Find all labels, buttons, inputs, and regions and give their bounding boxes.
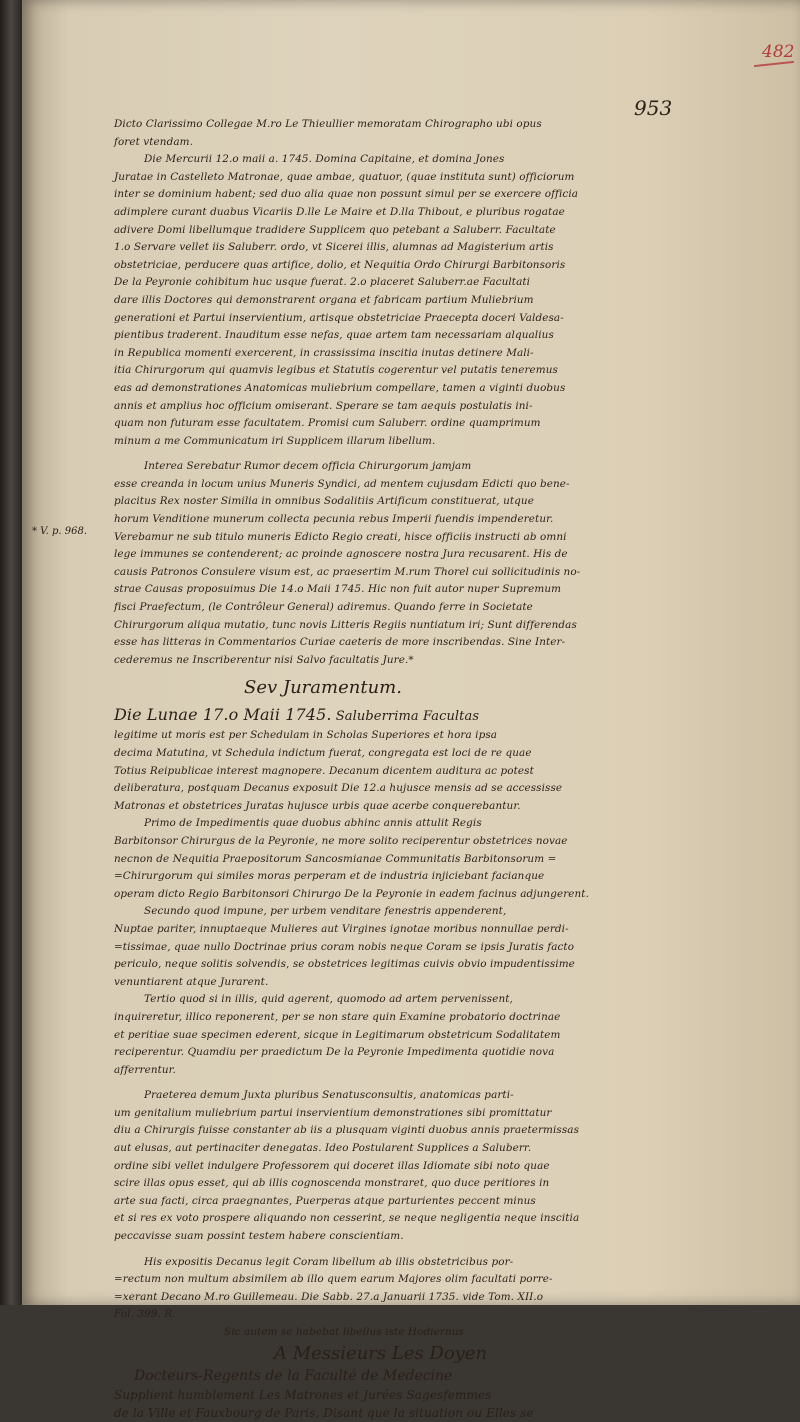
text-line: Praeterea demum Juxta pluribus Senatusconsultis, anatomicas parti- (144, 1089, 514, 1102)
text-line: Interea Serebatur Rumor decem officia Chirurgorum jamjam (144, 460, 472, 473)
text-line: Die Mercurii 12.o maii a. 1745. Domina Capitaine, et domina Jones (144, 153, 505, 166)
page-number: 953 (634, 96, 673, 120)
text-line: Nuptae pariter, innuptaeque Mulieres aut Virgines ignotae moribus nonnullae perdi- (114, 922, 569, 935)
text-line: His expositis Decanus legit Coram libellum ab illis obstetricibus por- (144, 1255, 514, 1268)
text-line: Tertio quod si in illis, quid agerent, quomodo ad artem pervenissent, (144, 993, 513, 1006)
text-line: pientibus traderent. Inauditum esse nefas, quae artem tam necessariam alqualius (114, 329, 554, 342)
text-line: um genitalium muliebrium partui inservientium demonstrationes sibi promittatur (114, 1106, 552, 1119)
text-line: inter se dominium habent; sed duo alia quae non possunt simul per se exercere officia (114, 188, 579, 201)
text-line: =xerant Decano M.ro Guillemeau. Die Sabb. 27.a Januarii 1735. vide Tom. XII.o (114, 1290, 544, 1303)
text-line: esse creanda in locum unius Muneris Syndici, ad mentem cujusdam Edicti quo bene- (114, 477, 570, 490)
text-line: eas ad demonstrationes Anatomicas muliebrium compellare, tamen a viginti duobus (114, 381, 566, 394)
text-line: ordine sibi vellet indulgere Professorem qui doceret illas Idiomate sibi noto quae (114, 1159, 550, 1172)
date-heading: Die Lunae 17.o Maii 1745. (114, 705, 332, 725)
text-line: reciperentur. Quamdiu per praedictum De la Peyronie Impedimenta quotidie nova (114, 1046, 555, 1059)
text-line: venuntiarent atque Jurarent. (114, 975, 269, 988)
text-line: annis et amplius hoc officium omiserant. Sperare se tam aequis postulatis ini- (114, 399, 533, 412)
text-line: Supplient humblement Les Matrones et Jurées Sagesfemmes (114, 1387, 492, 1402)
text-line: necnon de Nequitia Praepositorum Sancosmianae Communitatis Barbitonsorum = (114, 852, 557, 865)
text-line: De la Peyronie cohibitum huc usque fuerat. 2.o placeret Saluberr.ae Facultati (114, 276, 531, 289)
folio-number: 482 (762, 42, 795, 62)
text-line: Juratae in Castelleto Matronae, quae ambae, quatuor, (quae instituta sunt) officiorum (114, 170, 575, 183)
text-line: quam non futuram esse facultatem. Promisi cum Saluberr. ordine quamprimum (114, 417, 541, 430)
text-line: placitus Rex noster Similia in omnibus Sodalitiis Artificum constituerat, utque (114, 495, 534, 508)
text-line: =Chirurgorum qui similes moras perperam et de industria injiciebant facianque (114, 870, 545, 883)
text-line: in Republica momenti exercerent, in crassissima inscitia inutas detinere Mali- (114, 346, 534, 359)
book-binding (0, 0, 22, 1305)
text-line: Verebamur ne sub titulo muneris Edicto Regio creati, hisce officiis instructi ab omni (114, 530, 567, 543)
text-line: 1.o Servare vellet iis Saluberr. ordo, vt Sicerei illis, alumnas ad Magisterium artis (114, 241, 554, 254)
text-line: lege immunes se contenderent; ac proinde agnoscere nostra Jura recusarent. His de (114, 548, 568, 561)
text-line: =rectum non multum absimilem ab illo quem earum Majores olim facultati porre- (114, 1273, 553, 1286)
text-line: decima Matutina, vt Schedula indictum fuerat, congregata est loci de re quae (114, 747, 532, 759)
text-line: Matronas et obstetrices Juratas hujusce urbis quae acerbe conquerebantur. (114, 799, 521, 812)
text-line: afferrentur. (114, 1063, 177, 1076)
text-line: Fol. 399. R. (114, 1308, 176, 1321)
text-line: Dicto Clarissimo Collegae M.ro Le Thieullier memoratam Chirographo ubi opus (114, 118, 542, 130)
text-line: Sic autem se habebat libellus iste Hodiernus (224, 1326, 464, 1338)
text-line: operam dicto Regio Barbitonsori Chirurgo De la Peyronie in eadem facinus adjungerent. (114, 887, 589, 900)
text-line: =tissimae, quae nullo Doctrinae prius coram nobis neque Coram se ipsis Juratis facto (114, 940, 575, 953)
text-line: et peritiae suae specimen ederent, sicque in Legitimarum obstetricum Sodalitatem (114, 1028, 561, 1041)
text-line: inquireretur, illico reponerent, per se non stare quin Examine probatorio doctrinae (114, 1010, 561, 1023)
text-line: Totius Reipublicae interest magnopere. Decanum dicentem auditura ac potest (114, 764, 534, 777)
margin-note: * V. p. 968. (32, 526, 88, 537)
text-span: Saluberrima Facultas (335, 709, 480, 725)
text-line: Chirurgorum aliqua mutatio, tunc novis Litteris Regiis nuntiatum iri; Sunt differendas (114, 618, 577, 631)
text-line: horum Venditione munerum collecta pecunia rebus Imperii fuendis impenderetur. (114, 513, 554, 526)
text-line: scire illas opus esset, qui ab illis cognoscenda monstraret, quo duce peritiores in (114, 1177, 550, 1190)
letter-address-subheading: Docteurs-Regents de la Faculté de Medecine (134, 1367, 453, 1384)
text-line: esse has litteras in Commentarios Curiae caeteris de more inscribendas. Sine Inter- (114, 636, 566, 649)
letter-address-heading: A Messieurs Les Doyen (274, 1342, 488, 1364)
text-line: Primo de Impedimentis quae duobus abhinc annis attulit Regis (144, 817, 482, 830)
text-line: minum a me Communicatum iri Supplicem illarum libellum. (114, 434, 436, 447)
text-line: foret vtendam. (114, 135, 193, 148)
text-line: obstetriciae, perducere quas artifice, dolio, et Nequitia Ordo Chirurgi Barbitonsoris (114, 258, 566, 271)
text-line: periculo, neque solitis solvendis, se obstetrices legitimas cuivis obvio impudentissime (114, 958, 575, 971)
text-line: cederemus ne Inscriberentur nisi Salvo facultatis Jure.* (114, 653, 414, 666)
text-line: diu a Chirurgis fuisse constanter ab iis a plusquam viginti duobus annis praetermissas (114, 1124, 580, 1137)
text-line: itia Chirurgorum qui quamvis legibus et Statutis cogerentur vel putatis teneremus (114, 364, 558, 377)
text-line: et si res ex voto prospere aliquando non cesserint, se neque negligentia neque inscitia (114, 1212, 580, 1225)
text-line: arte sua facti, circa praegnantes, Puerperas atque parturientes peccent minus (114, 1194, 536, 1207)
text-line: causis Patronos Consulere visum est, ac praesertim M.rum Thorel cui sollicitudinis no- (114, 565, 581, 578)
text-line: legitime ut moris est per Schedulam in Scholas Superiores et hora ipsa (114, 729, 498, 742)
date-line (114, 705, 734, 727)
text-line: aut elusas, aut pertinaciter denegatas. Ideo Postularent Supplices a Saluberr. (114, 1142, 532, 1155)
manuscript-page (22, 0, 800, 1420)
section-heading: Sev Juramentum. (244, 677, 402, 699)
text-line: dare illis Doctores qui demonstrarent organa et fabricam partium Muliebrium (114, 293, 534, 306)
text-line: adimplere curant duabus Vicariis D.lle Le Maire et D.lla Thibout, e pluribus rogatae (114, 205, 565, 218)
text-line: deliberatura, postquam Decanus exposuit Die 12.a hujusce mensis ad se accessisse (114, 782, 563, 795)
text-line: Secundo quod impune, per urbem venditare fenestris appenderent, (144, 905, 507, 918)
text-line: strae Causas proposuimus Die 14.o Maii 1745. Hic non fuit autor nuper Supremum (114, 583, 562, 596)
text-line: adivere Domi libellumque tradidere Supplicem quo petebant a Saluberr. Facultate (114, 223, 556, 236)
text-line: peccavisse suam possint testem habere conscientiam. (114, 1230, 404, 1243)
text-line: de la Ville et Fauxbourg de Paris, Disant que la situation ou Elles se (114, 1405, 534, 1420)
manuscript-text (114, 116, 734, 1422)
text-line: fisci Praefectum, (le Contrôleur General) adiremus. Quando ferre in Societate (114, 601, 533, 614)
text-line: Barbitonsor Chirurgus de la Peyronie, ne more solito reciperentur obstetrices novae (114, 834, 568, 847)
text-line: generationi et Partui inservientium, artisque obstetriciae Praecepta doceri Valdesa- (114, 311, 564, 324)
